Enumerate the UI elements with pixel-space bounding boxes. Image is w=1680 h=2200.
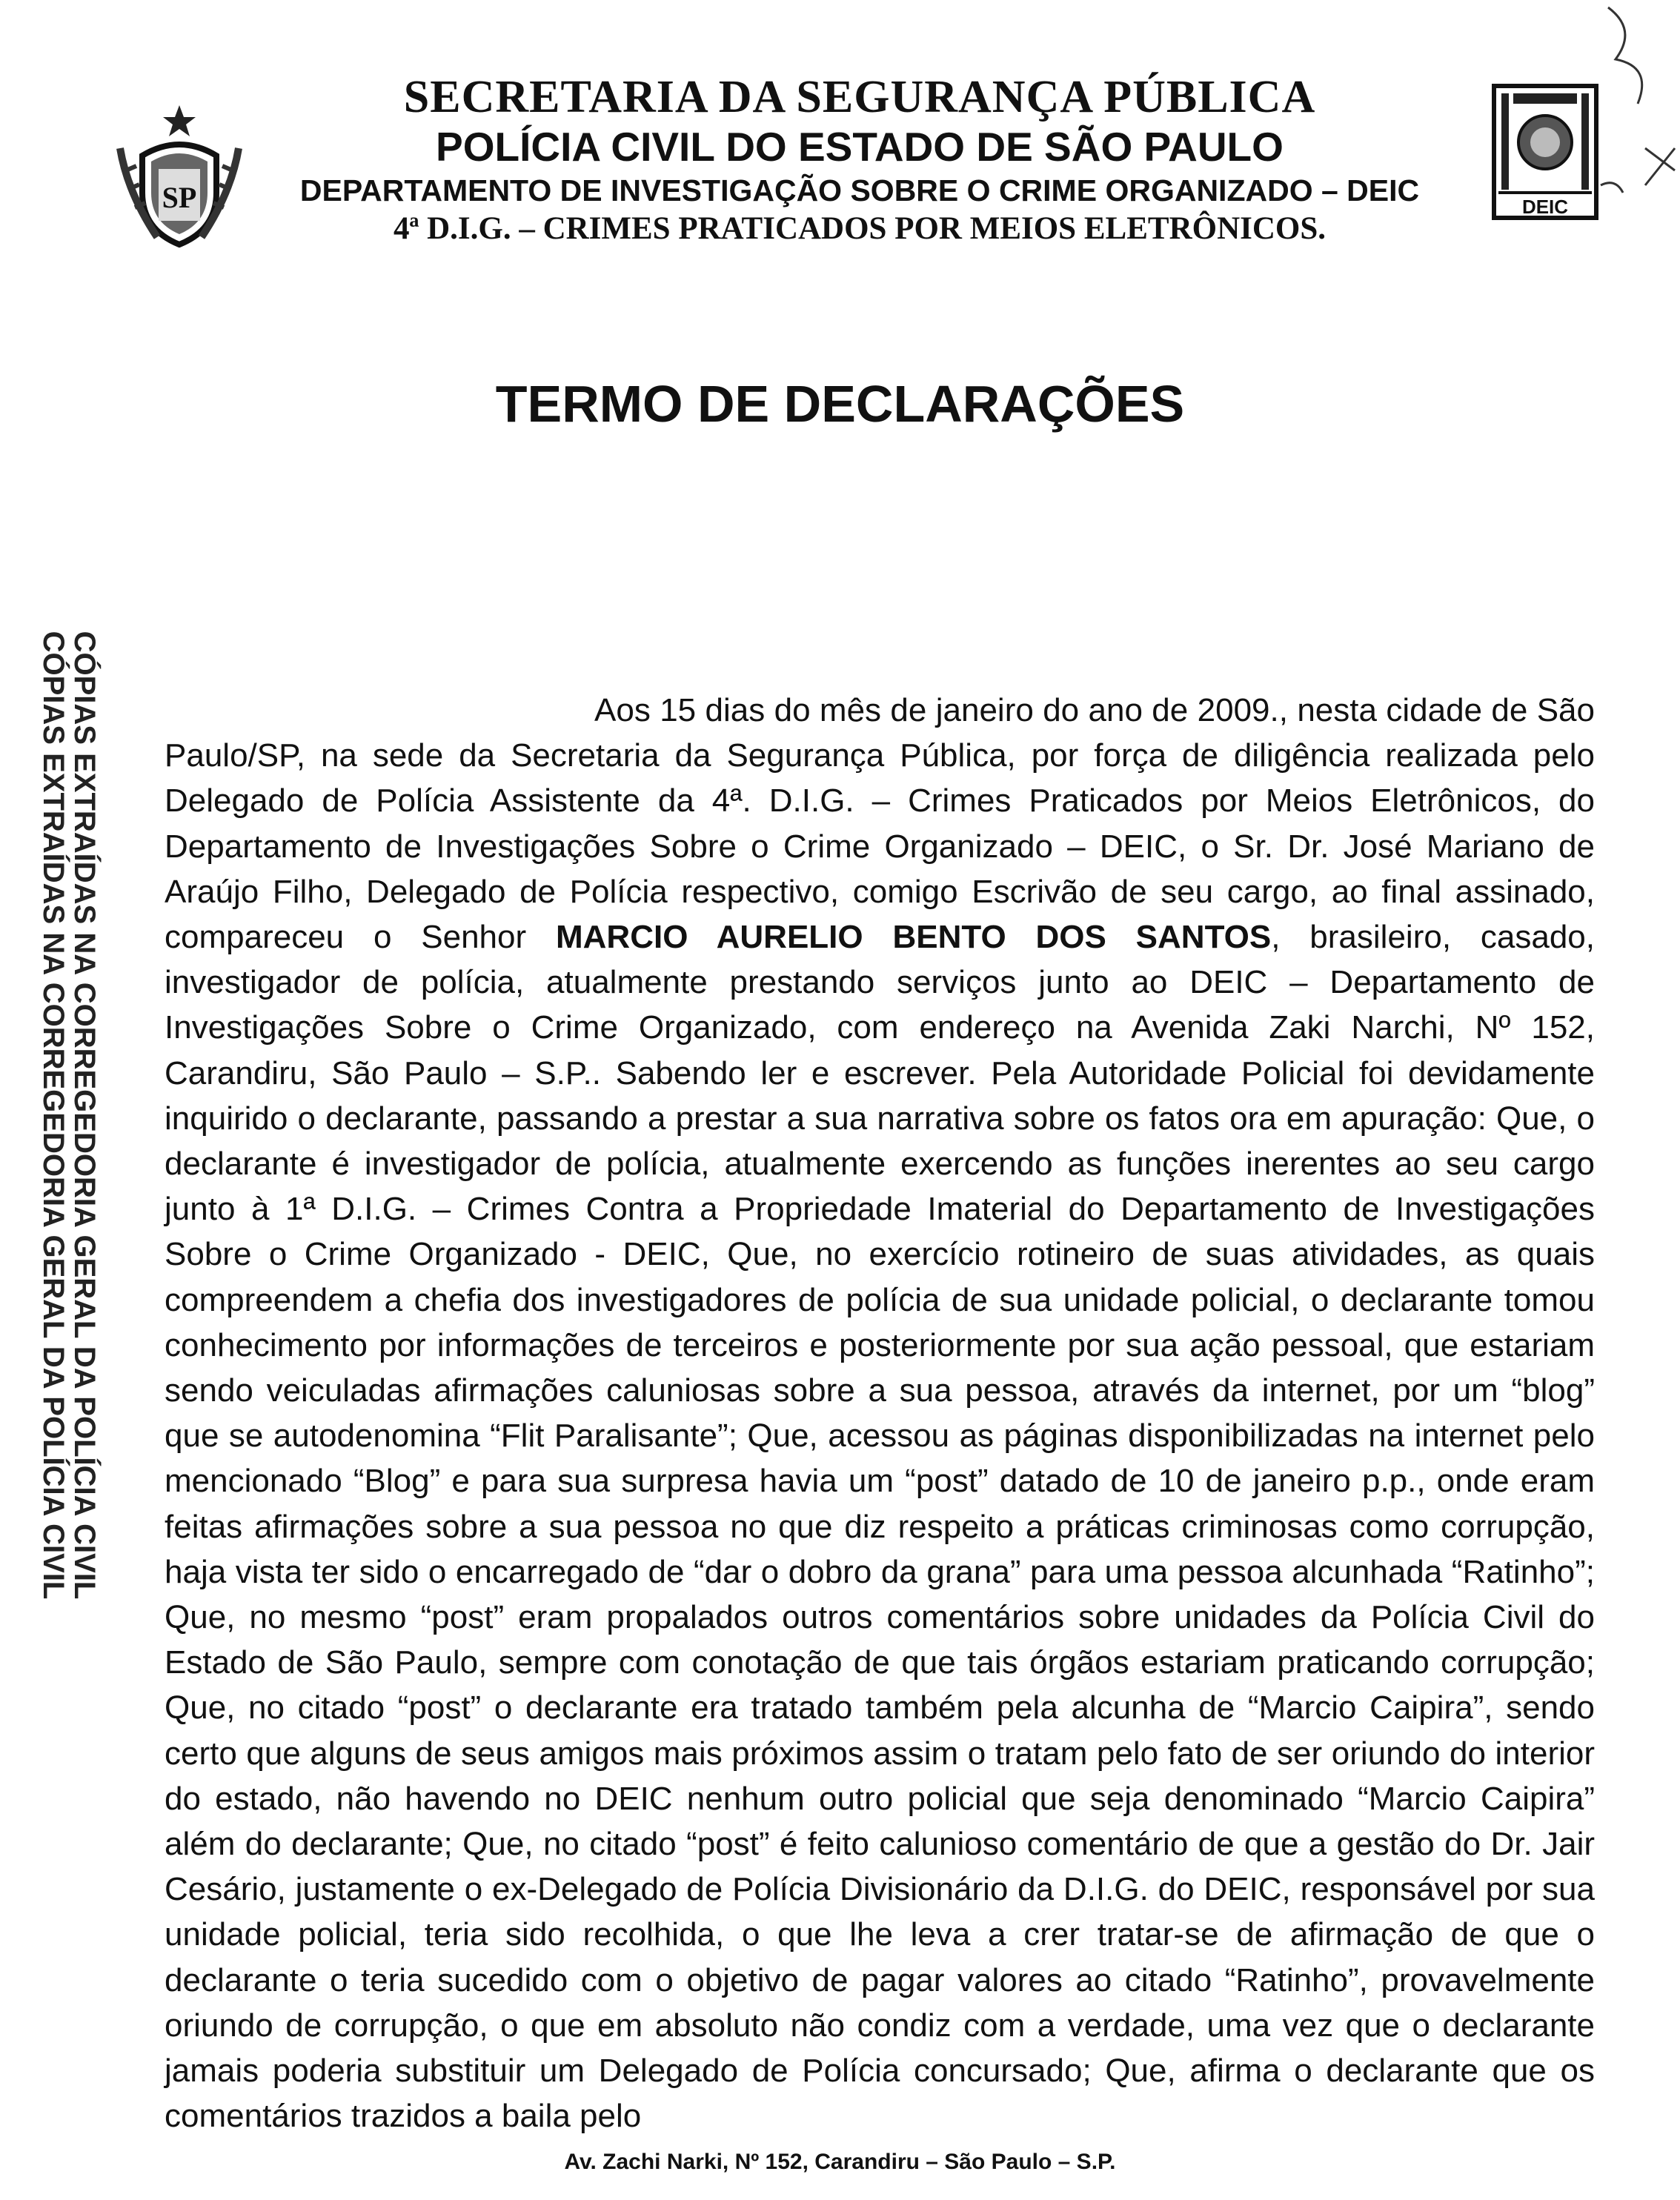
body-paragraph-intro: Aos 15 dias do mês de janeiro do ano de 2009., nesta cidade de São Paulo/SP, na sede da Secretaria da Segurança Pública, por força de diligência realizada pelo Delegado de Polícia Assistente da 4ª. D.I.G. – Crimes Praticados por Meios Eletrônicos, do Departamento de Investigações Sobre o Crime Organizado – DEIC, o Sr. Dr. José Mariano de Araújo Filho, Delegado de Polícia respectivo, comigo Escrivão de seu cargo, ao final assinado, compareceu o Senhor	[165, 692, 1595, 956]
declarant-name: MARCIO AURELIO BENTO DOS SANTOS	[556, 919, 1272, 956]
svg-text:DEIC: DEIC	[1521, 196, 1569, 218]
deic-logo-icon	[1490, 82, 1601, 222]
declaration-body	[165, 688, 1595, 2139]
stamp-line: CÓPIAS EXTRAÍDAS NA CORREGEDORIA GERAL DA POLÍCIA CIVIL	[37, 631, 70, 1600]
footer-address: Av. Zachi Narki, Nº 152, Carandiru – São Paulo – S.P.	[564, 2150, 1116, 2174]
header-division: 4ª D.I.G. – CRIMES PRATICADOS POR MEIOS ELETRÔNICOS.	[393, 211, 1327, 246]
header-secretaria: SECRETARIA DA SEGURANÇA PÚBLICA	[403, 72, 1316, 122]
corregedoria-copy-stamp	[19, 596, 100, 1634]
handwritten-scribble-icon	[1593, 0, 1680, 237]
document-title: TERMO DE DECLARAÇÕES	[495, 375, 1185, 433]
header-department: DEPARTAMENTO DE INVESTIGAÇÃO SOBRE O CRIME ORGANIZADO – DEIC	[299, 173, 1420, 207]
body-paragraph-statement: , brasileiro, casado, investigador de polícia, atualmente prestando serviços junto ao DEIC – Departamento de Investigações Sobre o Crime Organizado, com endereço na Avenida Zaki Narchi, Nº 152, Carandiru, São Paulo – S.P.. Sabendo ler e escrever. Pela Autoridade Policial foi devidamente inquirido o declarante, passando a prestar a sua narrativa sobre os fatos ora em apuração: Que, o declarante é investigador de polícia, atualmente exercendo as funções inerentes ao seu cargo junto à 1ª D.I.G. – Crimes Contra a Propriedade Imaterial do Departamento de Investigações Sobre o Crime Organizado - DEIC, Que, no exercício rotineiro de suas atividades, as quais compreendem a chefia dos investigadores de polícia de sua unidade policial, o declarante tomou conhecimento por informações de terceiros e posteriormente por sua ação pessoal, que estariam sendo veiculadas afirmações caluniosas sobre a sua pessoa, através da internet, por um “blog” que se autodenomina “Flit Paralisante”; Que, acessou as páginas disponibilizadas na internet pelo mencionado “Blog” e para sua surpresa havia um “post” datado de 10 de janeiro p.p., onde eram feitas afirmações sobre a sua pessoa no que diz respeito a práticas criminosas como corrupção, haja vista ter sido o encarregado de “dar o dobro da grana” para uma pessoa alcunhada “Ratinho”; Que, no mesmo “post” eram propalados outros comentários sobre unidades da Polícia Civil do Estado de São Paulo, sempre com conotação de que tais órgãos estariam praticando corrupção; Que, no citado “post” o declarante era tratado também pela alcunha de “Marcio Caipira”, sendo certo que alguns de seus amigos mais próximos assim o tratam pelo fato de ser oriundo do interior do estado, não havendo no DEIC nenhum outro policial que seja denominado “Marcio Caipira” além do declarante; Que, no citado “post” é feito calunioso comentário de que a gestão do Dr. Jair Cesário, justamente o ex-Delegado de Polícia Divisionário da D.I.G. do DEIC, responsável por sua unidade policial, teria sido recolhida, o que lhe leva a crer tratar-se de afirmação de que o declarante o teria sucedido com o objetivo de pagar valores ao citado “Ratinho”, provavelmente oriundo de corrupção, o que em absoluto não condiz com a verdade, uma vez que o declarante jamais poderia substituir um Delegado de Polícia concursado; Que, afirma o declarante que os comentários trazidos a baila pelo	[165, 919, 1595, 2135]
sp-state-seal-icon	[113, 104, 246, 252]
svg-text:SP: SP	[162, 181, 197, 214]
stamp-line: CÓPIAS EXTRAÍDAS NA CORREGEDORIA GERAL DA POLÍCIA CIVIL	[68, 631, 101, 1600]
header-policia-civil: POLÍCIA CIVIL DO ESTADO DE SÃO PAULO	[436, 124, 1284, 170]
